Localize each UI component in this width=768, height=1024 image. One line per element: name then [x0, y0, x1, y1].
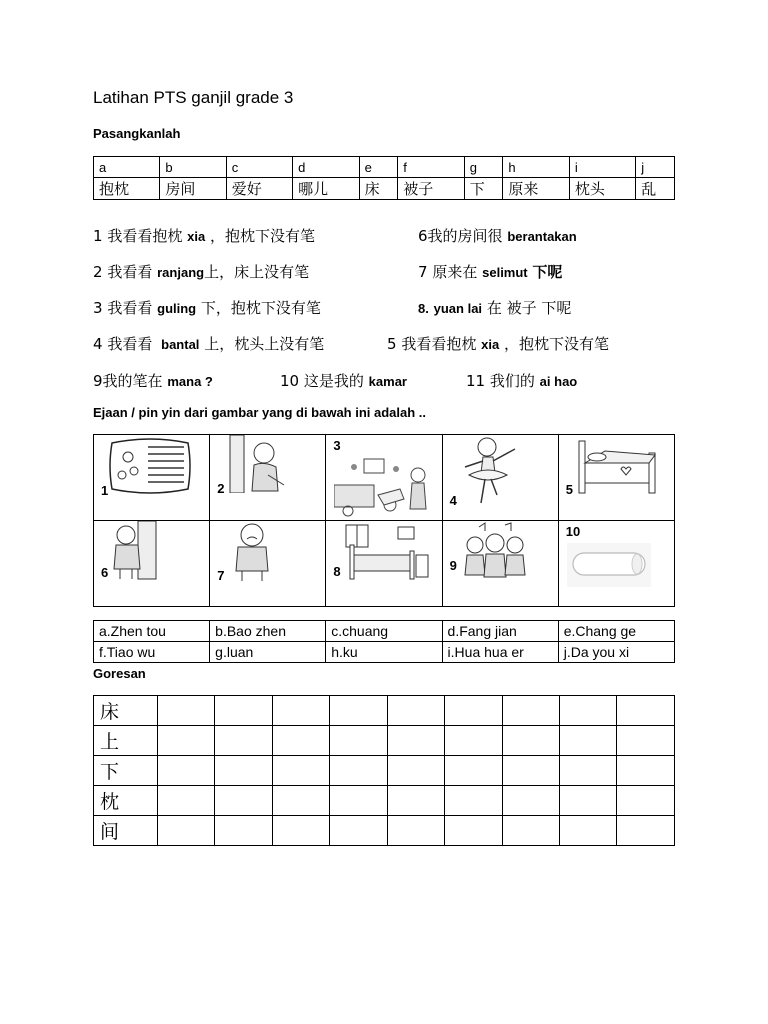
sentence-bold: yuan lai	[433, 301, 483, 316]
picture-number: 7	[217, 568, 225, 583]
practice-box[interactable]	[272, 816, 329, 846]
practice-box[interactable]	[387, 726, 444, 756]
sentence-4	[93, 333, 324, 354]
stroke-row	[94, 816, 675, 846]
picture-cell	[210, 521, 326, 607]
practice-box[interactable]	[387, 786, 444, 816]
practice-box[interactable]	[387, 696, 444, 726]
word-cell: 乱	[636, 178, 675, 200]
sentence-bold: bantal	[161, 337, 200, 352]
practice-box[interactable]	[617, 816, 675, 846]
sentence-bold: mana ?	[167, 374, 213, 389]
option-cell: h.ku	[326, 642, 442, 663]
sentence-text: 我看看抱枕	[401, 335, 477, 353]
sentence-text: 原来在	[432, 263, 478, 281]
word-cell: 被子	[398, 178, 464, 200]
sentence-text: 我们的	[489, 372, 535, 390]
picture-cell	[210, 435, 326, 521]
practice-box[interactable]	[560, 786, 617, 816]
stroke-heading: Goresan	[93, 666, 146, 681]
practice-box[interactable]	[617, 696, 675, 726]
word-cell: 哪儿	[293, 178, 359, 200]
picture-cell	[94, 435, 210, 521]
stroke-row	[94, 696, 675, 726]
practice-box[interactable]	[387, 816, 444, 846]
sentence-text: 上，床上没有笔	[204, 263, 310, 281]
picture-number: 3	[333, 438, 341, 453]
practice-box[interactable]	[330, 756, 387, 786]
practice-box[interactable]	[445, 816, 502, 846]
sentence-bold: ai hao	[539, 374, 578, 389]
practice-box[interactable]	[272, 726, 329, 756]
word-cell: 床	[359, 178, 398, 200]
sentence-7	[418, 261, 562, 282]
stroke-character: 床	[94, 696, 158, 726]
sentence-bold: kamar	[368, 374, 407, 389]
sentence-text: 我看看	[107, 335, 153, 353]
sentence-text: 下呢	[532, 263, 563, 281]
child-at-door-icon	[108, 521, 158, 581]
practice-box[interactable]	[157, 786, 214, 816]
letter-cell: f	[398, 157, 464, 178]
sentence-number: 7	[418, 263, 428, 281]
stroke-row	[94, 756, 675, 786]
option-cell: a.Zhen tou	[94, 621, 210, 642]
letter-cell: d	[293, 157, 359, 178]
practice-box[interactable]	[215, 816, 272, 846]
sentence-text: ，抱枕下没有笔	[503, 335, 609, 353]
option-cell: e.Chang ge	[558, 621, 674, 642]
picture-row	[94, 521, 675, 607]
option-cell: c.chuang	[326, 621, 442, 642]
practice-box[interactable]	[330, 696, 387, 726]
option-cell: d.Fang jian	[442, 621, 558, 642]
practice-box[interactable]	[502, 696, 559, 726]
letter-cell: j	[636, 157, 675, 178]
picture-number: 9	[449, 558, 457, 573]
stroke-row	[94, 786, 675, 816]
picture-number: 10	[565, 524, 581, 539]
practice-box[interactable]	[445, 726, 502, 756]
picture-cell	[326, 521, 442, 607]
sentence-number: 10	[280, 372, 300, 390]
practice-box[interactable]	[157, 726, 214, 756]
picture-cell	[326, 435, 442, 521]
option-cell: f.Tiao wu	[94, 642, 210, 663]
letter-cell: c	[226, 157, 292, 178]
sentence-5	[387, 333, 609, 354]
letters-row	[94, 157, 675, 178]
sentence-text: 我的房间很	[427, 227, 503, 245]
sentence-text: ，抱枕下没有笔	[209, 227, 315, 245]
pinyin-options-table	[93, 620, 675, 663]
sentence-9	[93, 370, 213, 391]
sentence-11	[466, 370, 577, 391]
option-cell: i.Hua hua er	[442, 642, 558, 663]
sentence-text: 这是我的	[303, 372, 364, 390]
sentence-bold: xia	[187, 229, 206, 244]
words-row	[94, 178, 675, 200]
practice-box[interactable]	[445, 696, 502, 726]
page-title: Latihan PTS ganjil grade 3	[93, 88, 294, 107]
sentence-text: 上，枕头上没有笔	[204, 335, 325, 353]
practice-box[interactable]	[330, 786, 387, 816]
sentence-bold: guling	[157, 301, 197, 316]
picture-number: 2	[217, 481, 225, 496]
sentence-number: 5	[387, 335, 397, 353]
picture-number: 1	[101, 483, 109, 498]
sentence-number: 9	[93, 372, 103, 390]
letter-cell: i	[569, 157, 635, 178]
stroke-row	[94, 726, 675, 756]
practice-box[interactable]	[617, 756, 675, 786]
practice-box[interactable]	[272, 756, 329, 786]
options-row	[94, 621, 675, 642]
bolster-icon	[567, 543, 651, 587]
sentence-bold: selimut	[482, 265, 528, 280]
sentence-text: 下，抱枕下没有笔	[200, 299, 321, 317]
stroke-character: 下	[94, 756, 158, 786]
practice-box[interactable]	[445, 786, 502, 816]
sentence-6	[418, 225, 577, 246]
sentence-8	[418, 297, 571, 318]
pillow-icon	[108, 437, 192, 495]
sentence-bold: ranjang	[157, 265, 205, 280]
sentence-1	[93, 225, 315, 246]
sentence-number: 11	[466, 372, 486, 390]
sentence-number: 1	[93, 227, 103, 245]
picture-cell	[94, 521, 210, 607]
practice-box[interactable]	[502, 816, 559, 846]
ballerina-icon	[457, 435, 525, 507]
sentence-text: 我看看	[107, 299, 153, 317]
practice-box[interactable]	[445, 756, 502, 786]
stroke-character: 间	[94, 816, 158, 846]
practice-box[interactable]	[157, 816, 214, 846]
word-cell: 爱好	[226, 178, 292, 200]
sad-child-icon	[228, 521, 276, 583]
picture-number: 5	[565, 482, 573, 497]
picture-cell	[558, 521, 674, 607]
letter-cell: b	[160, 157, 226, 178]
practice-box[interactable]	[560, 726, 617, 756]
sentence-text: 在 被子 下呢	[486, 299, 572, 317]
sentence-number: 8.	[418, 301, 429, 316]
practice-box[interactable]	[215, 756, 272, 786]
sentence-bold: xia	[481, 337, 500, 352]
practice-box[interactable]	[560, 816, 617, 846]
letter-cell: h	[503, 157, 569, 178]
child-peeking-icon	[228, 435, 288, 493]
practice-box[interactable]	[215, 696, 272, 726]
practice-box[interactable]	[560, 696, 617, 726]
messy-room-icon	[334, 455, 432, 519]
practice-box[interactable]	[502, 726, 559, 756]
pinyin-heading: Ejaan / pin yin dari gambar yang di bawah ini adalah ..	[93, 405, 427, 420]
sentence-3	[93, 297, 321, 318]
word-cell: 房间	[160, 178, 226, 200]
letter-cell: e	[359, 157, 398, 178]
picture-number: 8	[333, 564, 341, 579]
picture-number: 6	[101, 565, 109, 580]
stroke-practice-grid	[93, 695, 675, 846]
sentence-2	[93, 261, 309, 282]
picture-cell	[558, 435, 674, 521]
sentence-bold: berantakan	[507, 229, 577, 244]
practice-box[interactable]	[157, 756, 214, 786]
sentence-10	[280, 370, 407, 391]
practice-box[interactable]	[330, 726, 387, 756]
word-cell: 原来	[503, 178, 569, 200]
bedroom-icon	[342, 521, 430, 581]
matching-table	[93, 156, 675, 200]
sentence-text: 我的笔在	[102, 372, 163, 390]
picture-row	[94, 435, 675, 521]
letter-cell: a	[94, 157, 160, 178]
stroke-character: 枕	[94, 786, 158, 816]
sentence-number: 4	[93, 335, 103, 353]
practice-box[interactable]	[560, 756, 617, 786]
practice-box[interactable]	[617, 726, 675, 756]
practice-box[interactable]	[617, 786, 675, 816]
matching-heading: Pasangkanlah	[93, 126, 181, 141]
sentence-number: 2	[93, 263, 103, 281]
word-cell: 抱枕	[94, 178, 160, 200]
singing-children-icon	[461, 521, 527, 579]
bed-icon	[575, 437, 659, 495]
option-cell: j.Da you xi	[558, 642, 674, 663]
practice-box[interactable]	[215, 786, 272, 816]
word-cell: 下	[464, 178, 503, 200]
sentence-number: 6	[418, 227, 428, 245]
sentence-text: 我看看抱枕	[107, 227, 183, 245]
sentence-number: 3	[93, 299, 103, 317]
practice-box[interactable]	[387, 756, 444, 786]
practice-box[interactable]	[215, 726, 272, 756]
practice-box[interactable]	[157, 696, 214, 726]
stroke-character: 上	[94, 726, 158, 756]
practice-box[interactable]	[330, 816, 387, 846]
sentence-text: 我看看	[107, 263, 153, 281]
picture-table	[93, 434, 675, 607]
picture-cell	[442, 435, 558, 521]
letter-cell: g	[464, 157, 503, 178]
practice-box[interactable]	[502, 756, 559, 786]
practice-box[interactable]	[272, 696, 329, 726]
picture-number: 4	[449, 493, 457, 508]
option-cell: b.Bao zhen	[210, 621, 326, 642]
option-cell: g.luan	[210, 642, 326, 663]
practice-box[interactable]	[502, 786, 559, 816]
picture-cell	[442, 521, 558, 607]
word-cell: 枕头	[569, 178, 635, 200]
options-row	[94, 642, 675, 663]
practice-box[interactable]	[272, 786, 329, 816]
